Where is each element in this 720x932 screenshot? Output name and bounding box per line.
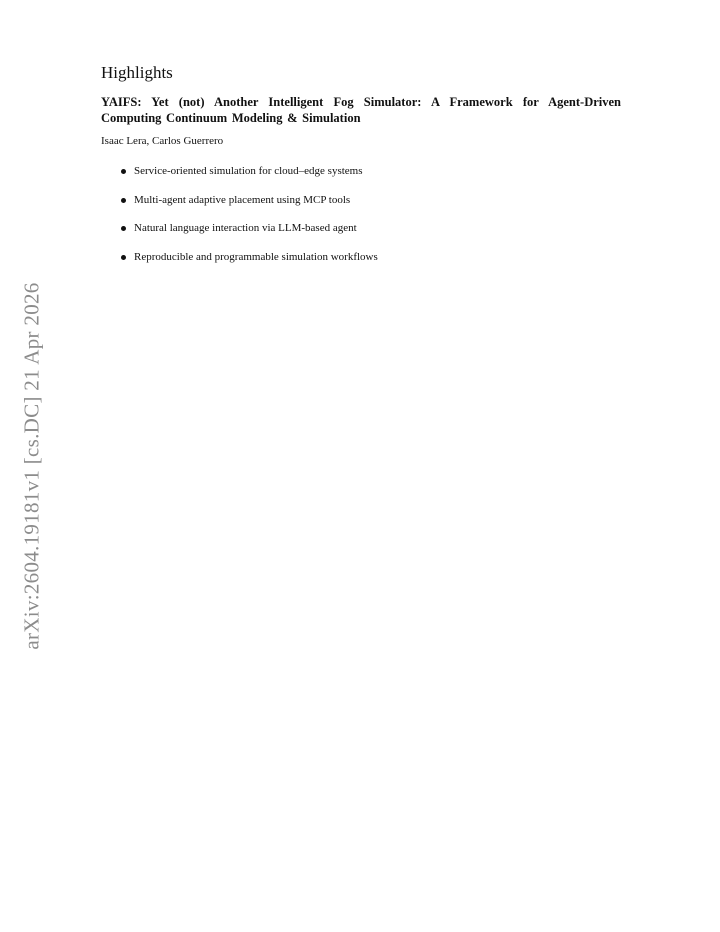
- highlight-item: [101, 193, 621, 207]
- highlight-text: Natural language interaction via LLM-based agent: [134, 222, 357, 234]
- highlights-section: [101, 62, 621, 278]
- authors: Isaac Lera, Carlos Guerrero: [101, 135, 224, 147]
- highlight-text: Multi-agent adaptive placement using MCP tools: [134, 193, 351, 206]
- bullet-icon: [121, 169, 126, 174]
- bullet-icon: [121, 198, 126, 203]
- bullet-icon: [121, 255, 126, 260]
- section-heading: Highlights: [101, 63, 173, 82]
- highlight-item: [101, 250, 621, 264]
- highlights-list: [101, 164, 621, 264]
- arxiv-identifier-stamp: arXiv:2604.19181v1 [cs.DC] 21 Apr 2026: [19, 282, 44, 650]
- paper-title: YAIFS: Yet (not) Another Intelligent Fog Simulator: A Framework for Agent-Driven Computing Continuum Modeling & Simulation: [101, 95, 621, 125]
- highlight-text: Reproducible and programmable simulation workflows: [134, 250, 378, 263]
- bullet-icon: [121, 226, 126, 231]
- highlight-text: Service-oriented simulation for cloud–edge systems: [134, 165, 363, 177]
- highlight-item: [101, 164, 621, 178]
- highlight-item: [101, 221, 621, 235]
